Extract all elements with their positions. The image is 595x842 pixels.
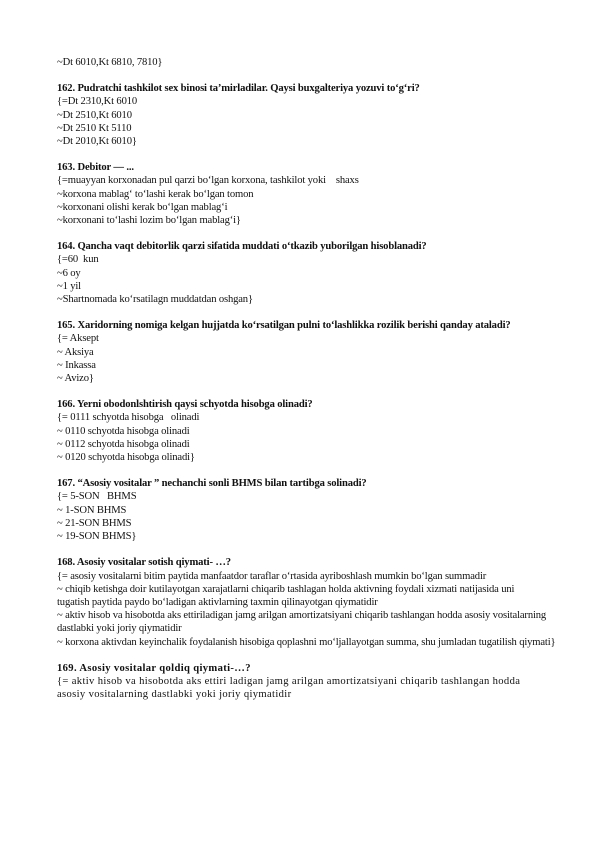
answer-option: ~korxona mablag‘ to‘lashi kerak bo‘lgan tomon <box>57 188 254 200</box>
question-heading: 165. Xaridorning nomiga kelgan hujjatda ko‘rsatilgan pulni to‘lashlikka rozilik berishi qanday ataladi? <box>57 320 511 332</box>
question-block-168 <box>57 556 557 648</box>
answer-option: {=Dt 2310,Kt 6010 <box>57 96 138 108</box>
spacer <box>57 306 557 319</box>
spacer <box>57 69 557 82</box>
question-block-167 <box>57 477 557 543</box>
question-heading: 167. “Asosiy vositalar ” nechanchi sonli BHMS bilan tartibga solinadi? <box>57 478 367 490</box>
answer-option: {= aktiv hisob va hisobotda aks ettiri ladigan jamg arilgan amortizatsiyani chiqarib tashlangan hodda asosiy vositalarning dastlabki yoki joriy qiymatidir <box>57 675 521 701</box>
answer-option: ~Dt 2010,Kt 6010} <box>57 136 137 148</box>
spacer <box>57 464 557 477</box>
answer-option: ~korxonani to‘lashi lozim bo‘lgan mablag‘i} <box>57 215 241 227</box>
question-heading: 169. Asosiy vositalar qoldiq qiymati-…? <box>57 662 251 674</box>
spacer <box>57 385 557 398</box>
question-heading: 164. Qancha vaqt debitorlik qarzi sifatida muddati o‘tkazib yuborilgan hisoblanadi? <box>57 241 427 253</box>
question-block-163 <box>57 161 557 227</box>
spacer <box>57 227 557 240</box>
answer-option: ~ 0120 schyotda hisobga olinadi} <box>57 452 195 464</box>
question-block-169 <box>57 662 557 702</box>
answer-option: ~Dt 2510 Kt 5110 <box>57 122 132 134</box>
answer-option: ~ 1-SON BHMS <box>57 504 127 516</box>
answer-option: ~ korxona aktivdan keyinchalik foydalanish hisobiga qoplashni mo‘ljallayotgan summa, shu jumladan tugatilish qiymati} <box>57 636 556 648</box>
answer-option: ~ Inkassa <box>57 359 96 371</box>
spacer <box>57 543 557 556</box>
answer-option: ~korxonani olishi kerak bo‘lgan mablag‘i <box>57 201 228 213</box>
answer-option: ~ 19-SON BHMS} <box>57 531 137 543</box>
question-heading: 168. Asosiy vositalar sotish qiymati- …? <box>57 557 231 569</box>
answer-option: ~Dt 6010,Kt 6810, 7810} <box>57 57 163 68</box>
spacer <box>57 148 557 161</box>
answer-option: ~ Aksiya <box>57 346 94 358</box>
answer-option: ~ Avizo} <box>57 373 94 385</box>
answer-option: {= 0111 schyotda hisobga olinadi <box>57 412 200 424</box>
spacer <box>57 649 557 662</box>
answer-option: ~ 0110 schyotda hisobga olinadi <box>57 425 190 437</box>
question-block-165 <box>57 319 557 385</box>
answer-option: {= Aksept <box>57 333 99 345</box>
answer-option: ~ 0112 schyotda hisobga olinadi <box>57 438 190 450</box>
answer-option: ~Shartnomada ko‘rsatilagn muddatdan oshgan} <box>57 294 253 306</box>
question-heading: 166. Yerni obodonlshtirish qaysi schyotda hisobga olinadi? <box>57 399 313 411</box>
answer-option: ~ aktiv hisob va hisobotda aks ettiriladigan jamg arilgan amortizatsiyani chiqarib tashlangan hodda asosiy vositalarning dastlabki yoki joriy qiymatidir <box>57 610 547 635</box>
answer-option: ~ 21-SON BHMS <box>57 517 132 529</box>
answer-option: ~6 oy <box>57 267 81 279</box>
question-block-164 <box>57 240 557 306</box>
question-heading: 162. Pudratchi tashkilot sex binosi ta’mirladilar. Qaysi buxgalteriya yozuvi to‘g‘ri? <box>57 83 420 95</box>
question-block-162 <box>57 82 557 148</box>
answer-option: {=60 kun <box>57 254 99 266</box>
answer-option: ~Dt 2510,Kt 6010 <box>57 109 132 121</box>
question-block-166 <box>57 398 557 464</box>
answer-block-161 <box>57 56 557 69</box>
answer-option: ~1 yil <box>57 280 81 292</box>
answer-option: ~ chiqib ketishga doir kutilayotgan xarajatlarni chiqarib tashlagan holda aktivning foydali xizmati natijasida uni tugatish paytida paydo bo‘ladigan aktivlarning taxmin qilinayotgan qiymatidir <box>57 583 515 608</box>
answer-option: {= 5-SON BHMS <box>57 491 137 503</box>
document-page <box>57 56 557 701</box>
question-heading: 163. Debitor — ... <box>57 162 134 174</box>
answer-option: {=muayyan korxonadan pul qarzi bo‘lgan korxona, tashkilot yoki shaxs <box>57 175 359 187</box>
answer-option: {= asosiy vositalarni bitim paytida manfaatdor taraflar o‘rtasida ayriboshlash mumkin bo‘lgan summadir <box>57 570 487 582</box>
